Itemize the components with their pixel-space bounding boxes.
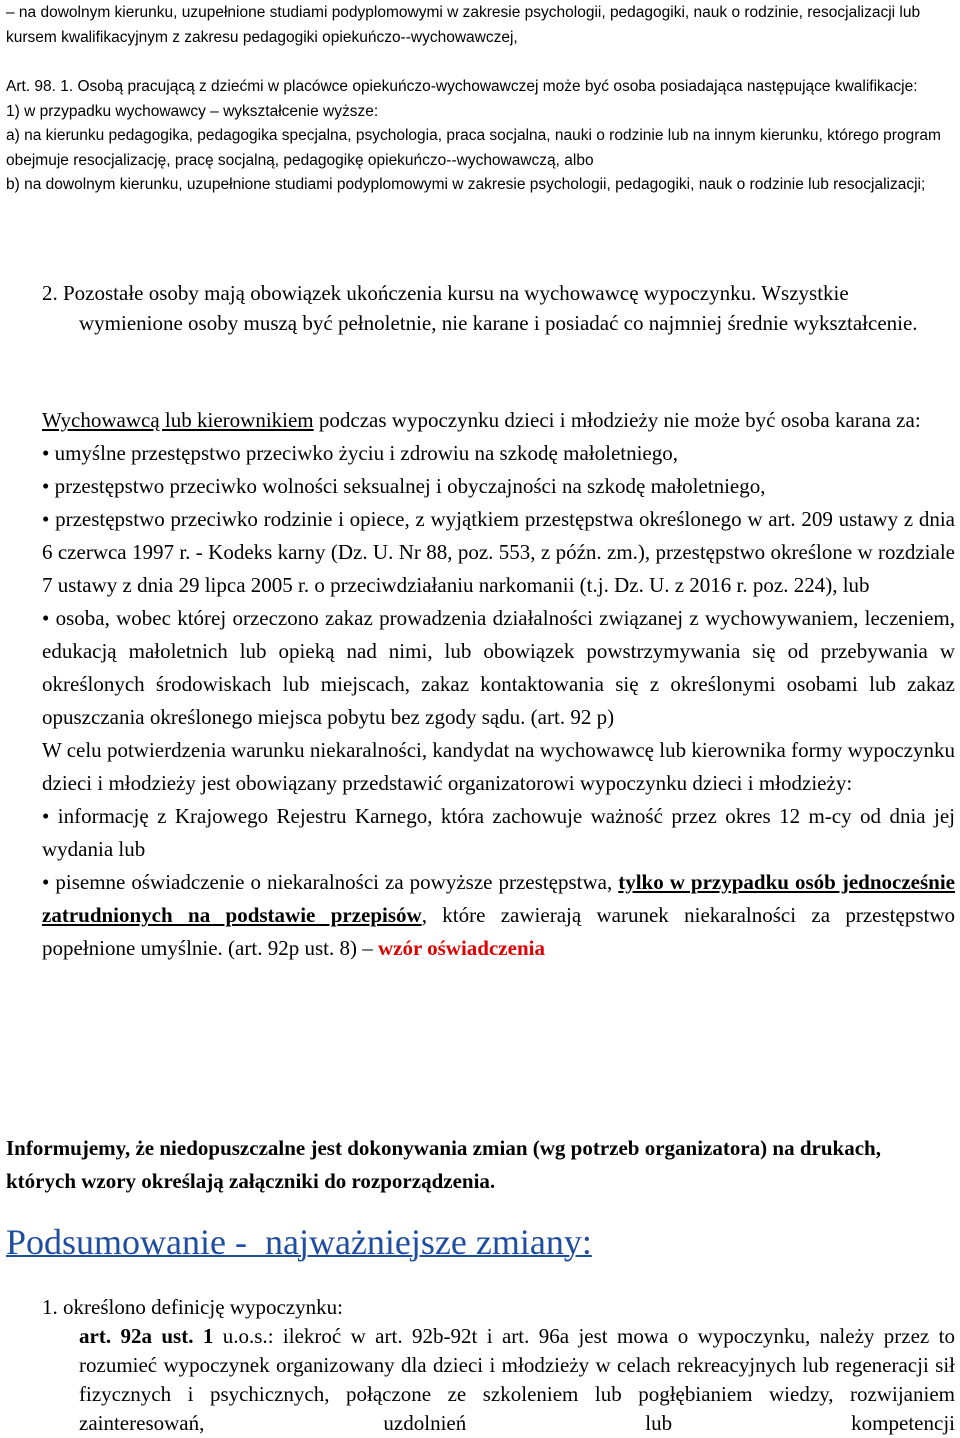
- educator-qualification: 1) w przypadku wychowawcy – wykształcenie wyższe:: [6, 102, 379, 120]
- summary-item-body: [42, 1322, 955, 1438]
- bullet-item: [42, 866, 955, 965]
- notice-paragraph: [6, 1132, 956, 1198]
- article-98-intro: Art. 98. 1. Osobą pracującą z dziećmi w placówce opiekuńczo-wychowawczej może być osoba posiadająca następujące kwalifikacje:: [6, 78, 918, 95]
- lead-underlined: Wychowawcą lub kierownikiem: [42, 408, 314, 432]
- section-2: [42, 278, 955, 338]
- article-reference-suffix: u.o.s.: [213, 1324, 268, 1348]
- statement-template-link[interactable]: wzór oświadczenia: [377, 936, 545, 960]
- qualification-paragraph: [6, 1, 951, 50]
- bullet-text: • pisemne oświadczenie o niekaralności za powyższe przestępstwa,: [42, 870, 619, 894]
- bullet-item: • umyślne przestępstwo przeciwko życiu i zdrowiu na szkodę małoletniego,: [42, 441, 678, 465]
- option-a: a) na kierunku pedagogika, pedagogika specjalna, psychologia, praca socjalna, nauki o rodzinie lub na innym kierunku, którego program obejmuje resocjalizację, pracę socjalną, pedagogikę opiekuńczo--wychowawczą, albo: [6, 127, 941, 169]
- bullet-item: • przestępstwo przeciwko rodzinie i opiece, z wyjątkiem przestępstwa określonego w art. 209 ustawy z dnia 6 czerwca 1997 r. - Kodeks karny (Dz. U. Nr 88, poz. 553, z późn. zm.), przestępstwo określone w rozdziale 7 ustawy z dnia 29 lipca 2005 r. o przeciwdziałaniu narkomanii (t.j. Dz. U. z 2016 r. poz. 224), lub: [42, 507, 955, 597]
- summary-heading: Podsumowanie - najważniejsze zmiany:: [6, 1222, 592, 1262]
- bullet-item: • przestępstwo przeciwko wolności seksualnej i obyczajności na szkodę małoletniego,: [42, 474, 766, 498]
- bold-underlined-condition: tylko w przypadku osób jednocześnie zatrudnionych na podstawie przepisów: [42, 870, 956, 927]
- lead-rest: podczas wypoczynku dzieci i młodzieży nie może być osoba karana za:: [313, 408, 921, 432]
- text-line: – na dowolnym kierunku, uzupełnione studiami podyplomowymi w zakresie psychologii, pedagogiki, nauk o rodzinie, resocjalizacji lub kursem kwalifikacyjnym z zakresu pedagogiki opiekuńczo--wychowawczej,: [6, 4, 921, 46]
- bullet-text: , które zawierają warunek niekaralności za przestępstwo popełnione umyślnie. (art. 92p ust. 8) –: [42, 903, 956, 960]
- section-2-text: 2. Pozostałe osoby mają obowiązek ukończenia kursu na wychowawcę wypoczynku. Wszystkie wymienione osoby muszą być pełnoletnie, nie karane i posiadać co najmniej średnie wykształcenie.: [42, 281, 918, 335]
- article-98-block: [6, 75, 951, 198]
- bullet-item: • osoba, wobec której orzeczono zakaz prowadzenia działalności związanej z wychowywaniem, leczeniem, edukacją małoletnich lub opieką nad nimi, lub obowiązek powstrzymywania się od przebywania w określonych środowiskach lub miejscach, zakaz kontaktowania się z określonymi osobami lub zakaz opuszczania określonego miejsca pobytu bez zgody sądu. (art. 92 p): [42, 606, 955, 729]
- summary-list: [42, 1293, 955, 1438]
- restrictions-section: [42, 404, 955, 965]
- definition-text: : ilekroć w art. 92b-92t i art. 96a jest mowa o wypoczynku, należy przez to rozumieć wypoczynek organizowany dla dzieci i młodzieży w celach rekreacyjnych lub regeneracji sił fizycznych i psychicznych, połączone ze szkoleniem lub pogłębianiem wiedzy, rozwijaniem zainteresowań, uzdolnień lub kompetencji: [79, 1324, 955, 1435]
- summary-item-label: 1. określono definicję wypoczynku:: [42, 1295, 343, 1319]
- notice-text: Informujemy, że niedopuszczalne jest dokonywania zmian (wg potrzeb organizatora) na drukach, których wzory określają załączniki do rozporządzenia.: [6, 1136, 881, 1193]
- option-b: b) na dowolnym kierunku, uzupełnione studiami podyplomowymi w zakresie psychologii, pedagogiki, nauk o rodzinie lub resocjalizacji;: [6, 176, 926, 193]
- restrictions-lead: [42, 404, 955, 437]
- article-reference: art. 92a ust. 1: [79, 1324, 214, 1348]
- bullet-item: • informację z Krajowego Rejestru Karnego, która zachowuje ważność przez okres 12 m-cy od dnia jej wydania lub: [42, 804, 955, 861]
- confirmation-paragraph: W celu potwierdzenia warunku niekaralności, kandydat na wychowawcę lub kierownika formy wypoczynku dzieci i młodzieży jest obowiązany przedstawić organizatorowi wypoczynku dzieci i młodzieży:: [42, 738, 955, 795]
